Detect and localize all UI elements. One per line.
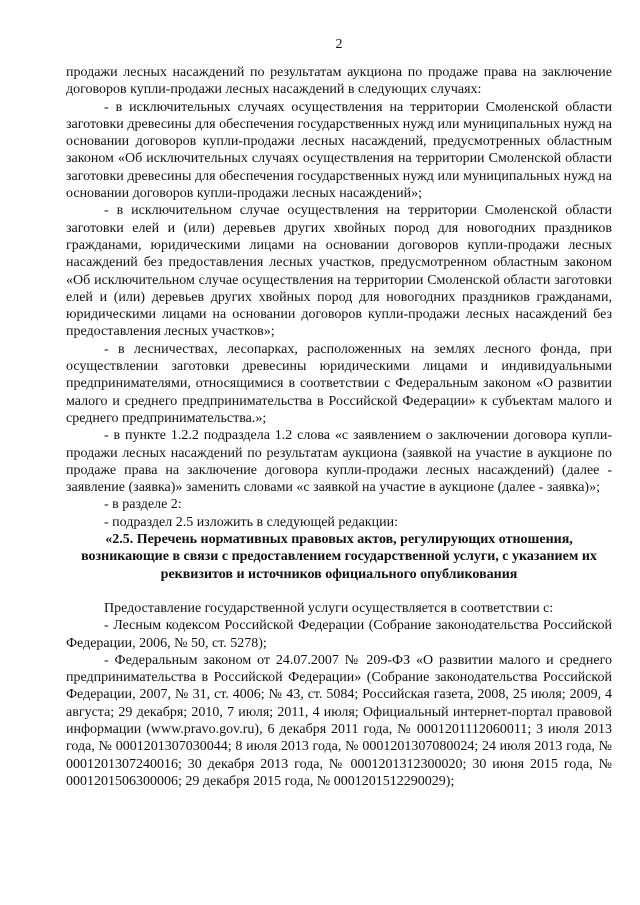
section-heading: «2.5. Перечень нормативных правовых актов, регулирующих отношения, возникающие в связи с предоставлением государственной услуги, с указанием их реквизитов и источников официального опубликования xyxy=(81,532,597,582)
paragraph-federal-law-209: - Федеральным законом от 24.07.2007 № 209-ФЗ «О развитии малого и среднего предпринимательства в Российской Федерации» (Собрание законодательства Российской Федерации, 2007, № 31, ст. 4006; № 43, ст. 5084; Российская газета, 2008, 25 июля; 2009, 4 августа; 29 декабря; 2010, 7 июля; 2011, 4 июля; Официальный интернет-портал правовой информации (www.pravo.gov.ru), 6 декабря 2011 года, № 0001201112060011; 3 июля 2013 года, № 0001201307030044; 8 июля 2013 года, № 0001201307080024; 24 июля 2013 года, № 0001201307240016; 30 декабря 2013 года, № 0001201312300020; 30 июня 2015 года, № 0001201506300006; 29 декабря 2015 года, № 0001201512290029); xyxy=(66,652,612,789)
paragraph-subsection-2-5: - подраздел 2.5 изложить в следующей редакции: xyxy=(104,514,398,530)
paragraph-section-2: - в разделе 2: xyxy=(104,497,182,513)
paragraph-state-needs: - в исключительных случаях осуществления на территории Смоленской области заготовки древесины для обеспечения государственных нужд или муниципальных нужд на основании договоров купли-продажи лесных насаждений, предусмотренных областным законом «Об исключительных случаях осуществления на территории Смоленской области заготовки древесины для обеспечения государственных нужд или муниципальных нужд на основании договоров купли-продажи лесных насаждений»; xyxy=(66,99,612,202)
page-number: 2 xyxy=(335,37,343,52)
document-page xyxy=(66,36,612,790)
paragraph-forest-code: - Лесным кодексом Российской Федерации (Собрание законодательства Российской Федерации, 2006, № 50, ст. 5278); xyxy=(66,618,612,651)
paragraph-forestries: - в лесничествах, лесопарках, расположенных на землях лесного фонда, при осуществлении заготовки древесины юридическими лицами и индивидуальными предпринимателями, относящимися в соответствии с Федеральным законом «О развитии малого и среднего предпринимательства в Российской Федерации» к субъектам малого и среднего предпринимательства.»; xyxy=(66,341,612,426)
spacer xyxy=(66,583,612,600)
paragraph-continuation: продажи лесных насаждений по результатам аукциона по продаже права на заключение договоров купли-продажи лесных насаждений в следующих случаях: xyxy=(66,65,612,98)
paragraph-provision-intro: Предоставление государственной услуги осуществляется в соответствии с: xyxy=(104,600,554,616)
paragraph-item-1-2-2: - в пункте 1.2.2 подраздела 1.2 слова «с заявлением о заключении договора купли-продажи лесных насаждений по результатам аукциона (заявкой на участие в аукционе по продаже права на заключение договора купли-продажи лесных насаждений) (далее - заявление (заявка)» заменить словами «с заявкой на участие в аукционе (далее - заявка)»; xyxy=(66,428,612,496)
paragraph-new-year-trees: - в исключительном случае осуществления на территории Смоленской области заготовки елей и (или) деревьев других хвойных пород для новогодних праздников гражданами, юридическими лицами на основании договоров купли-продажи лесных насаждений без предоставления лесных участков, предусмотренном областным законом «Об исключительном случае осуществления на территории Смоленской области заготовки елей и (или) деревьев других хвойных пород для новогодних праздников гражданами, юридическими лицами на основании договоров купли-продажи лесных насаждений без предоставления лесных участков»; xyxy=(66,203,612,340)
